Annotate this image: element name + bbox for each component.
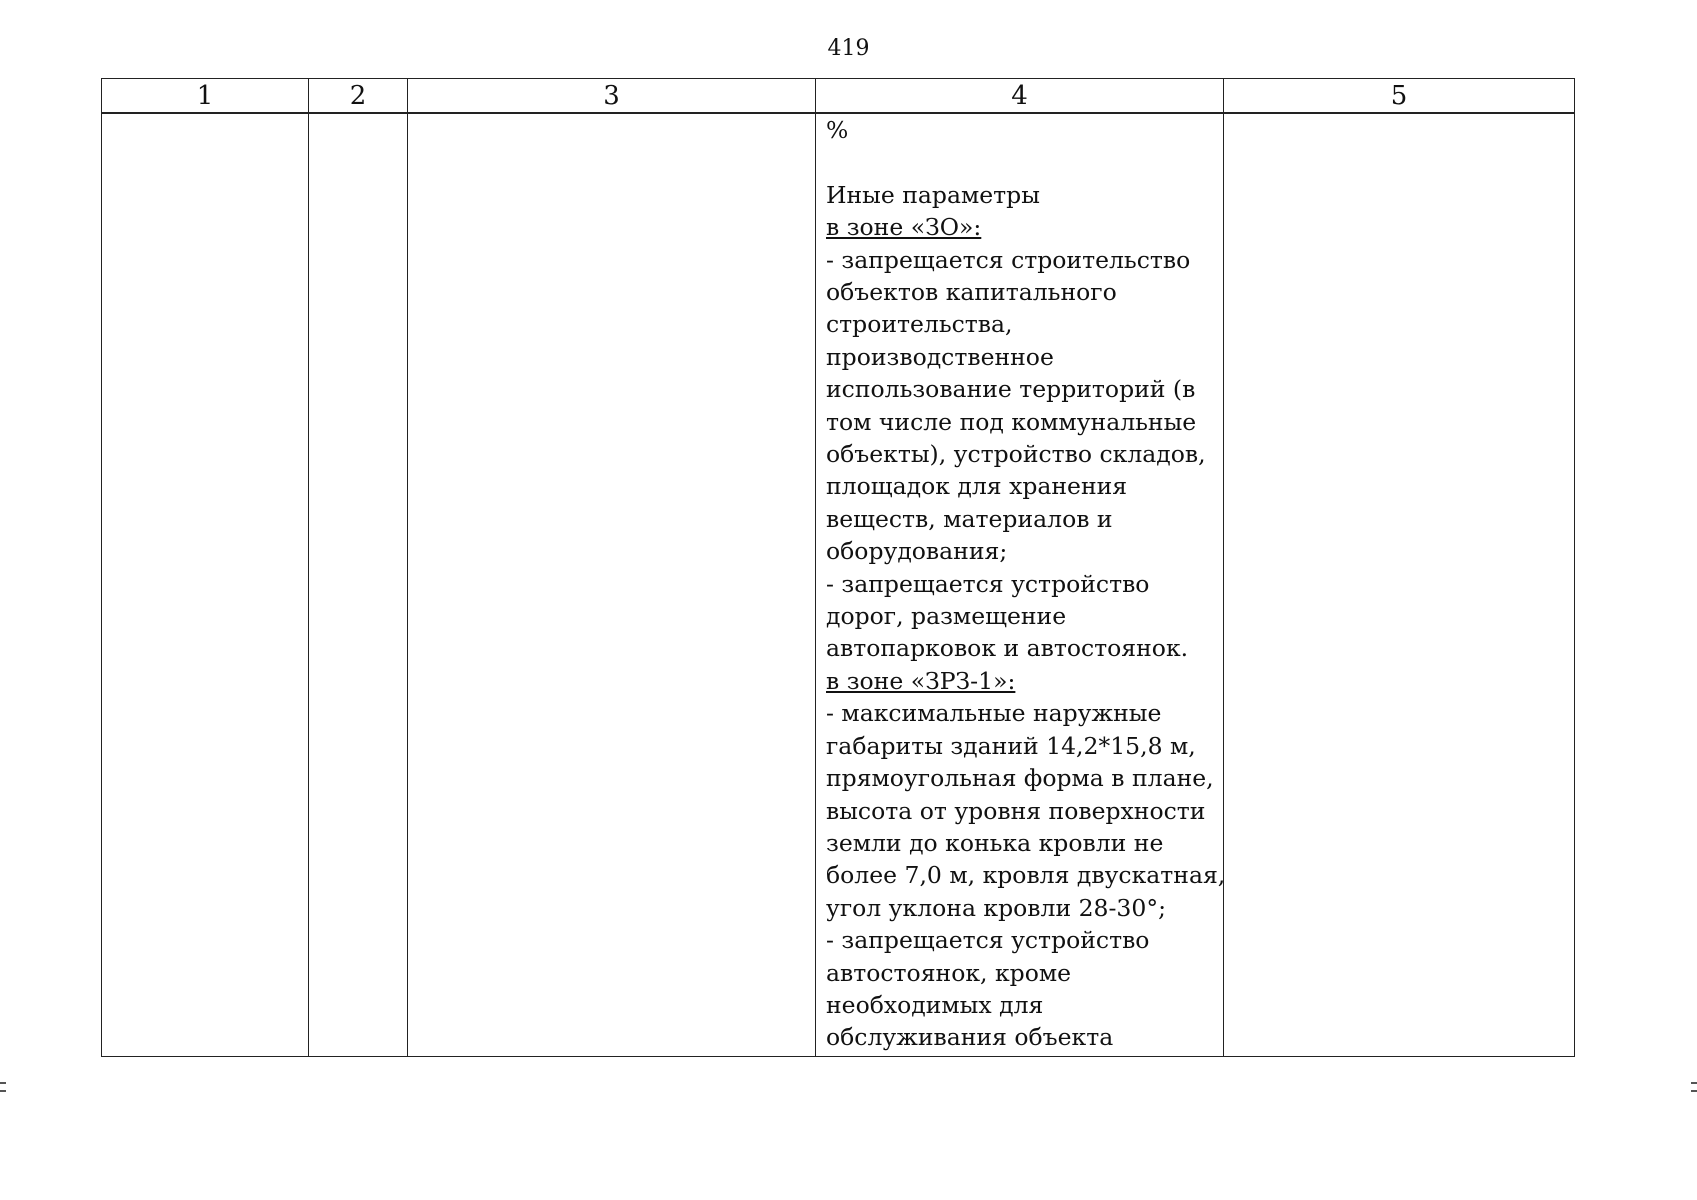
text-line: высота от уровня поверхности	[826, 796, 1206, 825]
cell-col-5	[1224, 113, 1575, 1057]
text-line: габариты зданий 14,2*15,8 м,	[826, 731, 1196, 760]
blank-line	[826, 146, 1215, 178]
text-line: более 7,0 м, кровля двускатная,	[826, 861, 1226, 890]
zone-heading-line: в зоне «ЗРЗ-1»:	[826, 666, 1016, 695]
text-line: обслуживания объекта	[826, 1023, 1114, 1052]
text-line: дорог, размещение	[826, 602, 1067, 631]
text-line: Иные параметры	[826, 180, 1040, 209]
scan-edge-mark	[1691, 1082, 1697, 1084]
scan-edge-mark	[0, 1090, 6, 1092]
text-line: веществ, материалов и	[826, 504, 1113, 533]
cell-col-3	[408, 113, 816, 1057]
text-line: строительства,	[826, 310, 1013, 339]
text-line: необходимых для	[826, 990, 1044, 1019]
column-header-1: 1	[102, 79, 309, 114]
text-line: прямоугольная форма в плане,	[826, 764, 1214, 793]
parameters-text	[826, 179, 1226, 1054]
column-header-3: 3	[408, 79, 816, 114]
text-line: объекты), устройство складов,	[826, 440, 1206, 469]
scan-edge-mark	[1691, 1090, 1697, 1092]
header-row	[102, 79, 1575, 114]
text-line: - запрещается устройство	[826, 569, 1150, 598]
text-line: - запрещается устройство	[826, 926, 1150, 955]
cell-col-4	[816, 113, 1224, 1057]
scan-edge-mark	[0, 1082, 6, 1084]
zone-heading-line: в зоне «ЗО»:	[826, 213, 982, 242]
column-header-2: 2	[309, 79, 408, 114]
text-line: - запрещается строительство	[826, 245, 1191, 274]
document-table	[101, 78, 1575, 1057]
text-line: площадок для хранения	[826, 472, 1128, 501]
text-line: том числе под коммунальные	[826, 407, 1197, 436]
text-line: автопарковок и автостоянок.	[826, 634, 1189, 663]
cell-col-2	[309, 113, 408, 1057]
text-line: оборудования;	[826, 537, 1008, 566]
text-line: автостоянок, кроме	[826, 958, 1072, 987]
text-line: объектов капитального	[826, 278, 1117, 307]
text-line: использование территорий (в	[826, 375, 1196, 404]
text-line: земли до конька кровли не	[826, 828, 1164, 857]
text-line: производственное	[826, 342, 1054, 371]
page-number: 419	[827, 36, 870, 61]
column-header-5: 5	[1224, 79, 1575, 114]
text-line: - максимальные наружные	[826, 699, 1162, 728]
text-line: угол уклона кровли 28-30°;	[826, 893, 1167, 922]
percent-line: %	[826, 116, 849, 144]
column-header-4: 4	[816, 79, 1224, 114]
cell-col-1	[102, 113, 309, 1057]
table-row	[102, 113, 1575, 1057]
